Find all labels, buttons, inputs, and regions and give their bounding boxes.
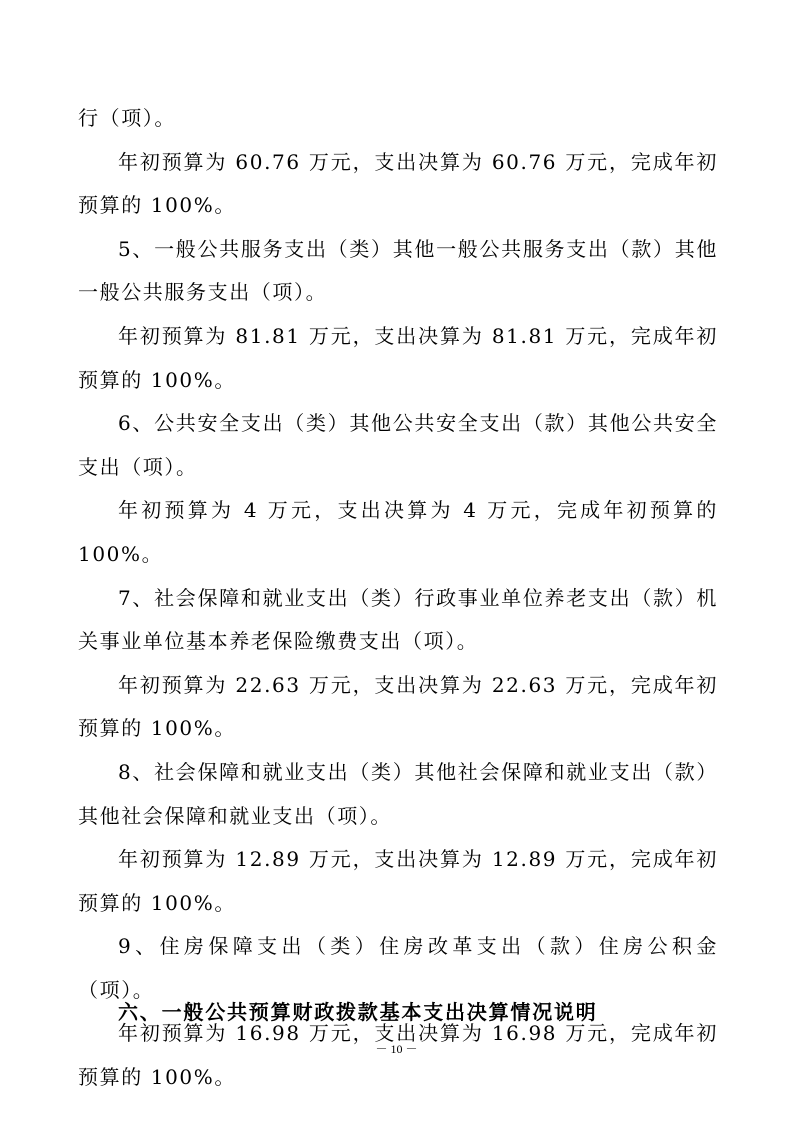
paragraph-1: 行（项）。 xyxy=(78,106,176,130)
paragraph-10: 年初预算为 12.89 万元，支出决算为 12.89 万元，完成年初预算的 100%。 xyxy=(78,847,718,915)
paragraph-4: 年初预算为 81.81 万元，支出决算为 81.81 万元，完成年初预算的 100%。 xyxy=(78,323,718,392)
paragraph-6: 年初预算为 4 万元，支出决算为 4 万元，完成年初预算的 100%。 xyxy=(78,498,718,566)
paragraph-7: 7、社会保障和就业支出（类）行政事业单位养老支出（款）机关事业单位基本养老保险缴费支出（项）。 xyxy=(78,585,718,654)
paragraph-2: 年初预算为 60.76 万元，支出决算为 60.76 万元，完成年初预算的 100%。 xyxy=(78,149,718,218)
body-text xyxy=(78,97,718,1100)
page-number: － 10 － xyxy=(375,1042,418,1056)
section-heading: 六、一般公共预算财政拨款基本支出决算情况说明 xyxy=(118,1000,598,1024)
paragraph-8: 年初预算为 22.63 万元，支出决算为 22.63 万元，完成年初预算的 100%。 xyxy=(78,672,718,741)
paragraph-12: 年初预算为 16.98 万元，支出决算为 16.98 万元，完成年初预算的 100%。 xyxy=(78,1021,718,1090)
paragraph-9: 8、社会保障和就业支出（类）其他社会保障和就业支出（款）其他社会保障和就业支出（项）。 xyxy=(78,759,718,828)
paragraph-3: 5、一般公共服务支出（类）其他一般公共服务支出（款）其他一般公共服务支出（项）。 xyxy=(78,236,718,305)
paragraph-11: 9、住房保障支出（类）住房改革支出（款）住房公积金（项）。 xyxy=(78,934,718,1002)
paragraph-5: 6、公共安全支出（类）其他公共安全支出（款）其他公共安全支出（项）。 xyxy=(78,411,718,479)
